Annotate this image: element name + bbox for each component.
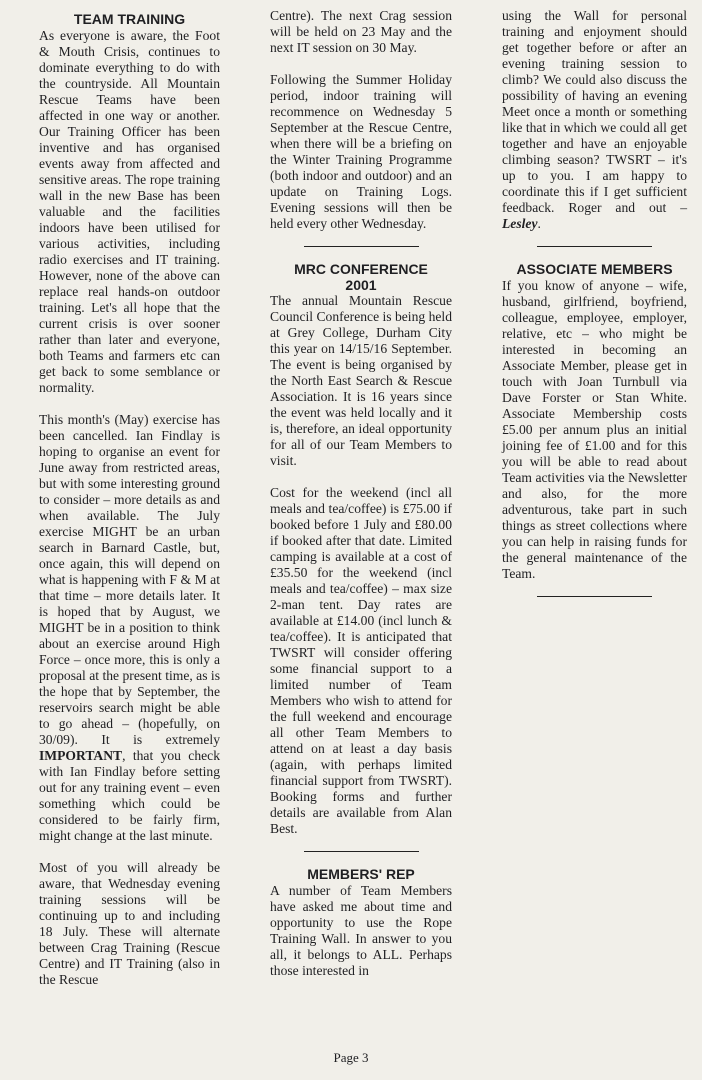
paragraph-text: using the Wall for personal training and enjoyment should get together before or after an evening training session to climb? We could also discuss the possibility of having an evening Meet once a month or something like that in which we could all get together and have an enjoyable climbing season? TWSRT – it's up to you. I am happy to coordinate this if I get sufficient feedback. Roger and out – <box>502 8 687 215</box>
paragraph-text: This month's (May) exercise has been cancelled. Ian Findlay is hoping to organise an event for June away from restricted areas, but with some interesting ground to consider – more details as and when available. The July exercise MIGHT be an urban search in Barnard Castle, but, once again, this will depend on what is happening with F & M at that time – more details later. It is hoped that by August, we MIGHT be in a position to think about an exercise around High Force – once more, this is only a proposal at the present time, as is the hope that by September, the reservoirs search might be able to go ahead – (hopefully, on 30/09). It is extremely <box>39 412 220 747</box>
important-word: IMPORTANT <box>39 748 123 763</box>
section-divider <box>304 246 419 247</box>
conference-paragraph-1: The annual Mountain Rescue Council Conference is being held at Grey College, Durham City this year on 14/15/16 September. The event is being organised by the North East Search & Rescue Association. It is 16 years since the event was held locally and it is, therefore, an ideal opportunity for all of our Team Members to visit. <box>270 293 452 468</box>
column-3 <box>502 8 687 611</box>
paragraph-text: , that you check with Ian Findlay before setting out for any training event – even something which could be considered to be fairly firm, might change at the last minute. <box>39 748 220 843</box>
team-training-paragraph-3: Most of you will already be aware, that Wednesday evening training sessions will be continuing up to and including 18 July. These will alternate between Crag Training (Rescue Centre) and IT Training (also in the Rescue <box>39 860 220 987</box>
summer-holiday-paragraph: Following the Summer Holiday period, indoor training will recommence on Wednesday 5 September at the Rescue Centre, when there will be a briefing on the Winter Training Programme (both indoor and outdoor) and an update on Training Logs. Evening sessions will then be held every other Wednesday. <box>270 72 452 231</box>
signature-name: Lesley <box>502 216 538 231</box>
column-2 <box>270 8 452 979</box>
column-1 <box>39 8 220 988</box>
paragraph-end: . <box>537 216 541 231</box>
team-training-paragraph-1: As everyone is aware, the Foot & Mouth Crisis, continues to dominate everything to do with the countryside. All Mountain Rescue Teams have been affected in one way or another. Our Training Officer has been inventive and has organised events away from affected and sensitive areas. The rope training wall in the new Base has been valuable and the facilities indoors have been utilised for various activities, including radio exercises and IT training. However, none of the above can replace real hands-on outdoor training. Let's all hope that the current crisis is over sooner rather than later and everyone, both Teams and farmers etc can get back to some semblance or normality. <box>39 28 220 395</box>
heading-mrc-conference <box>270 261 452 293</box>
heading-associate-members: ASSOCIATE MEMBERS <box>516 261 673 277</box>
training-continued-paragraph: Centre). The next Crag session will be held on 23 May and the next IT session on 30 May. <box>270 8 452 55</box>
heading-line: MRC CONFERENCE <box>294 261 428 277</box>
section-divider <box>537 596 652 597</box>
associate-members-paragraph: If you know of anyone – wife, husband, girlfriend, boyfriend, colleague, employee, employer, relative, etc – who might be interested in becoming an Associate Member, please get in touch with Joan Turnbull via Dave Forster or Stan White. Associate Membership costs £5.00 per annum plus an initial joining fee of £1.00 and for this you will be able to read about Team activities via the Newsletter and also, for the more adventurous, take part in such things as street collections where you can help in raising funds for the general maintenance of the Team. <box>502 278 687 581</box>
heading-members-rep: MEMBERS' REP <box>307 866 415 882</box>
members-rep-paragraph: A number of Team Members have asked me about time and opportunity to use the Rope Training Wall. In answer to you all, it belongs to ALL. Perhaps those interested in <box>270 883 452 978</box>
heading-team-training: TEAM TRAINING <box>73 11 186 27</box>
page-number: Page 3 <box>333 1050 369 1065</box>
team-training-paragraph-2 <box>39 412 220 844</box>
section-divider <box>537 246 652 247</box>
section-divider <box>304 851 419 852</box>
members-rep-continued-paragraph <box>502 8 687 232</box>
heading-line: 2001 <box>345 277 377 293</box>
conference-paragraph-2: Cost for the weekend (incl all meals and tea/coffee) is £75.00 if booked before 1 July and £80.00 if booked after that date. Limited camping is available at a cost of £35.50 for the weekend (incl meals and tea/coffee) – max size 2-man tent. Day rates are available at £14.00 (incl lunch & tea/coffee). It is anticipated that TWSRT will consider offering some financial support to a limited number of Team Members who wish to attend for the full weekend and encourage all other Team Members to attend on at least a day basis (again, with perhaps limited financial support from TWSRT). Booking forms and further details are available from Alan Best. <box>270 485 452 836</box>
